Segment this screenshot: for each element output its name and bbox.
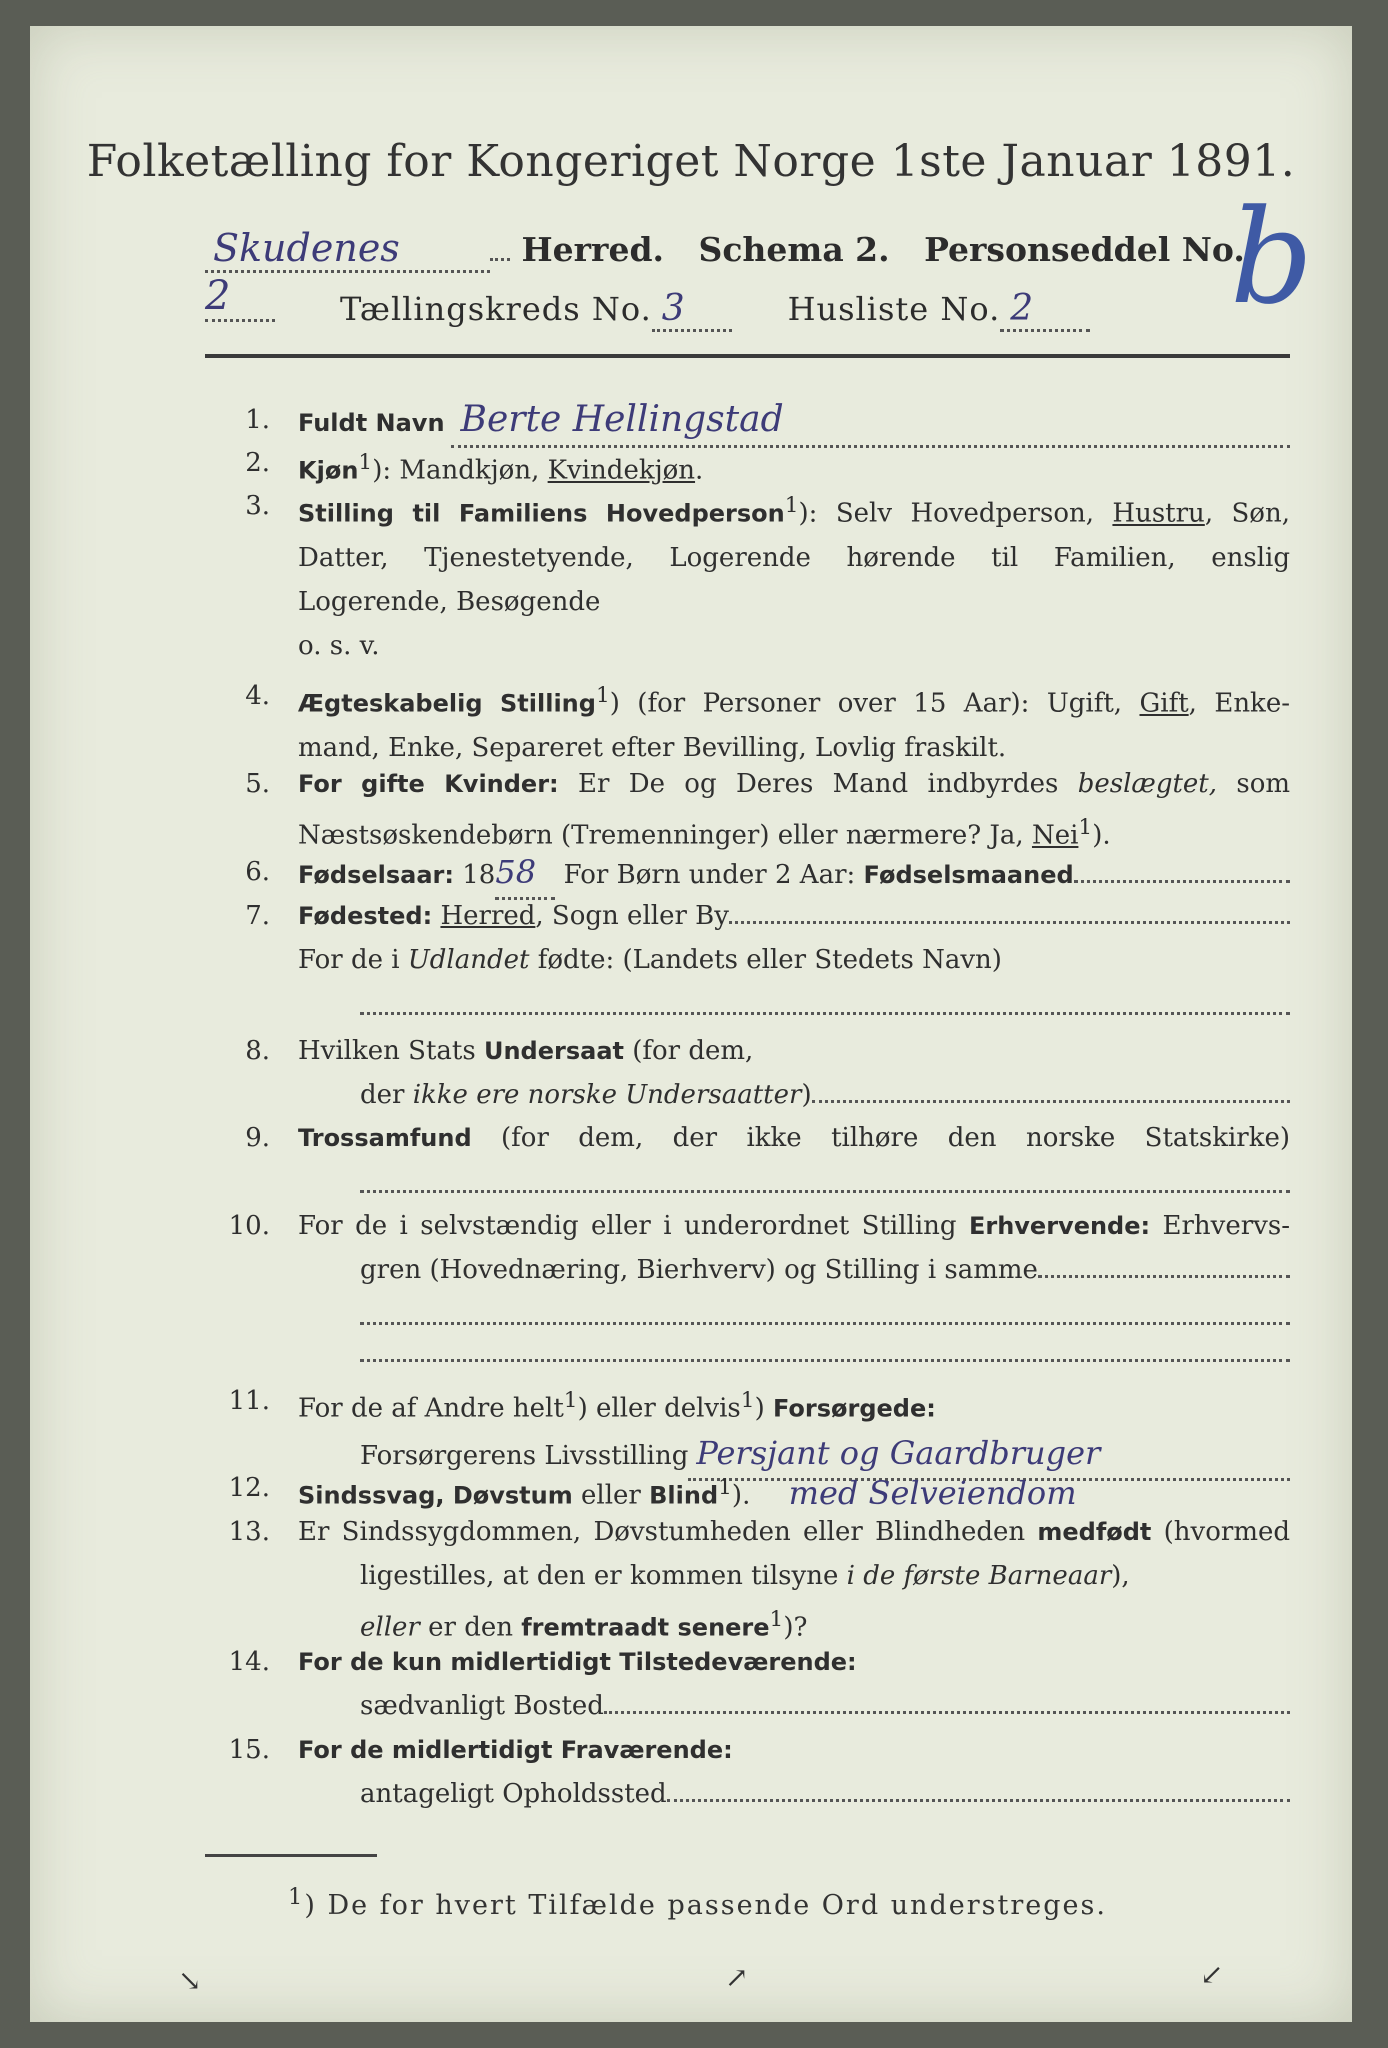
udlandet-field[interactable] (360, 982, 1290, 1015)
husliste-label: Husliste No. (787, 290, 1001, 328)
herred-label: Herred. (521, 230, 665, 269)
kjon-label: Kjøn (298, 456, 359, 485)
form-title: Folketælling for Kongeriget Norge 1ste Januar 1891. (86, 136, 1296, 187)
husliste-value: 2 (1010, 288, 1035, 329)
census-form-sheet: Folketælling for Kongeriget Norge 1ste Januar 1891. Skudenes Herred. Schema 2. Personseddel No. 2 b Tællingskreds No. 3 Husliste No. 2 1. Fuldt Navn Berte Hellingstad 2. Kjøn$^1$): Mandkjøn, Kvindekjøn. 3. Stilling til Familiens Hovedperson$^1$): Selv Hovedperson, Hustru, Søn, Datter, Tjenestetyende, Logerende hørende til Familien, enslig Logerende, Besøgende o. s. v. 4. Ægteskabelig Stilling$^1$) (for Personer over 15 Aar): Ugift, Gift, Enke- mand, Enke, Separeret efter Bevilling, Lovlig fraskilt. 5. For gifte Kvinder: Er De og Deres Mand indbyrdes beslægtet, som Næstsøskendebørn (Tremenninger) eller nærmere? Ja, Nei$^1$). 6. Fødselsaar: 18 58 For Børn under 2 Aar: Fødselsmaaned 7. Fødested: Herred , Sogn eller By For de i Udlandet fødte: (Landets eller Stedets Navn) 8. Hvilken Stats Undersaat (for dem, der ikke ere norske Undersaatter ) 9. Trossamfund (for dem, der ikke tilhøre den norske Statskirke) 10. For de i selvstændig eller i underordnet Stilling Erhvervende: Erhvervs- gren (Hovednæring, Bierhverv) og Stilling i samme 11. For de af Andre helt$^1$) eller delvis$^1$) Forsørgede: Forsørgerens Livsstilling Persjant og Gaardbruger 12. Sindssvag, Døvstum eller Blind$^1$). med Selveiendom 13. Er Sindssygdommen, Døvstumheden eller Blindheden medfødt (hvormed ligestilles, at den er kommen tilsyne i de første Barneaar), eller er den fremtraadt senere$^1$)? 14. For de kun midlertidigt Tilstedeværende: sædvanligt Bosted 15. For de midlertidigt Fraværende: antageligt Opholdssted $^1$) De for hvert Tilfælde passende Ord understreges. ↘ ↗ ↙ (30, 26, 1352, 2022)
kreds-label: Tællingskreds No. (340, 290, 652, 328)
item-number: 15. (228, 1735, 270, 1765)
item-number: 5. (245, 769, 270, 799)
corner-mark: b (1230, 181, 1314, 333)
opholdssted-field[interactable] (667, 1799, 1290, 1802)
erhverv-field-2[interactable] (360, 1292, 1290, 1325)
item-number: 3. (245, 491, 270, 521)
personseddel-label: Personseddel No. (924, 230, 1245, 269)
forsorger-value: Persjant og Gaardbruger (696, 1433, 1101, 1472)
item-number: 2. (245, 448, 270, 478)
undersaat-field[interactable] (812, 1100, 1290, 1103)
fodselsaar-field[interactable] (495, 850, 555, 900)
husliste-field[interactable] (1000, 288, 1090, 332)
kjon-selected: Kvindekjøn (547, 455, 696, 486)
item-number: 9. (245, 1123, 270, 1153)
aegteskab-selected: Gift (1139, 688, 1189, 719)
herred-value: Skudenes (213, 226, 400, 270)
kreds-value: 3 (661, 288, 686, 329)
sindssvag-value: med Selveiendom (788, 1473, 1077, 1512)
trossamfund-field[interactable] (360, 1160, 1290, 1193)
fodselsaar-value: 58 (495, 853, 537, 891)
footnote-rule (205, 1854, 377, 1857)
herred-field[interactable] (205, 226, 490, 273)
fuldt-navn-value: Berte Hellingstad (460, 399, 784, 440)
erhverv-field-3[interactable] (360, 1329, 1290, 1362)
corner-tick-mark: ↗ (725, 1961, 749, 1994)
stilling-selected: Hustru (1112, 498, 1205, 529)
schema-label: Schema 2. (698, 230, 890, 269)
fodested-field[interactable] (729, 921, 1290, 924)
item-number: 1. (245, 405, 270, 435)
kreds-field[interactable] (652, 288, 732, 332)
item-number: 8. (245, 1036, 270, 1066)
item-number: 6. (245, 857, 270, 887)
footnote: $^1$) De for hvert Tilfælde passende Ord understreges. (288, 1884, 1107, 1921)
item-number: 13. (228, 1517, 270, 1547)
personseddel-field[interactable] (205, 273, 275, 322)
item-number: 7. (245, 901, 270, 931)
beslaegtet-selected: Nei (1031, 820, 1079, 851)
corner-tick-mark: ↘ (178, 1964, 202, 1997)
erhverv-field[interactable] (1038, 1275, 1290, 1278)
bosted-field[interactable] (604, 1711, 1290, 1714)
item-number: 10. (228, 1211, 270, 1241)
fuldt-navn-label: Fuldt Navn (298, 409, 445, 437)
fodselsmaaned-field[interactable] (1074, 880, 1290, 883)
fodested-selected: Herred (440, 901, 536, 931)
corner-tick-mark: ↙ (1200, 1958, 1224, 1991)
header-rule (205, 354, 1290, 358)
item-number: 11. (228, 1386, 270, 1416)
personseddel-value: 2 (205, 273, 231, 319)
item-number: 12. (228, 1473, 270, 1503)
item-number: 4. (245, 681, 270, 711)
item-number: 14. (228, 1647, 270, 1677)
kreds-row (340, 288, 1090, 332)
